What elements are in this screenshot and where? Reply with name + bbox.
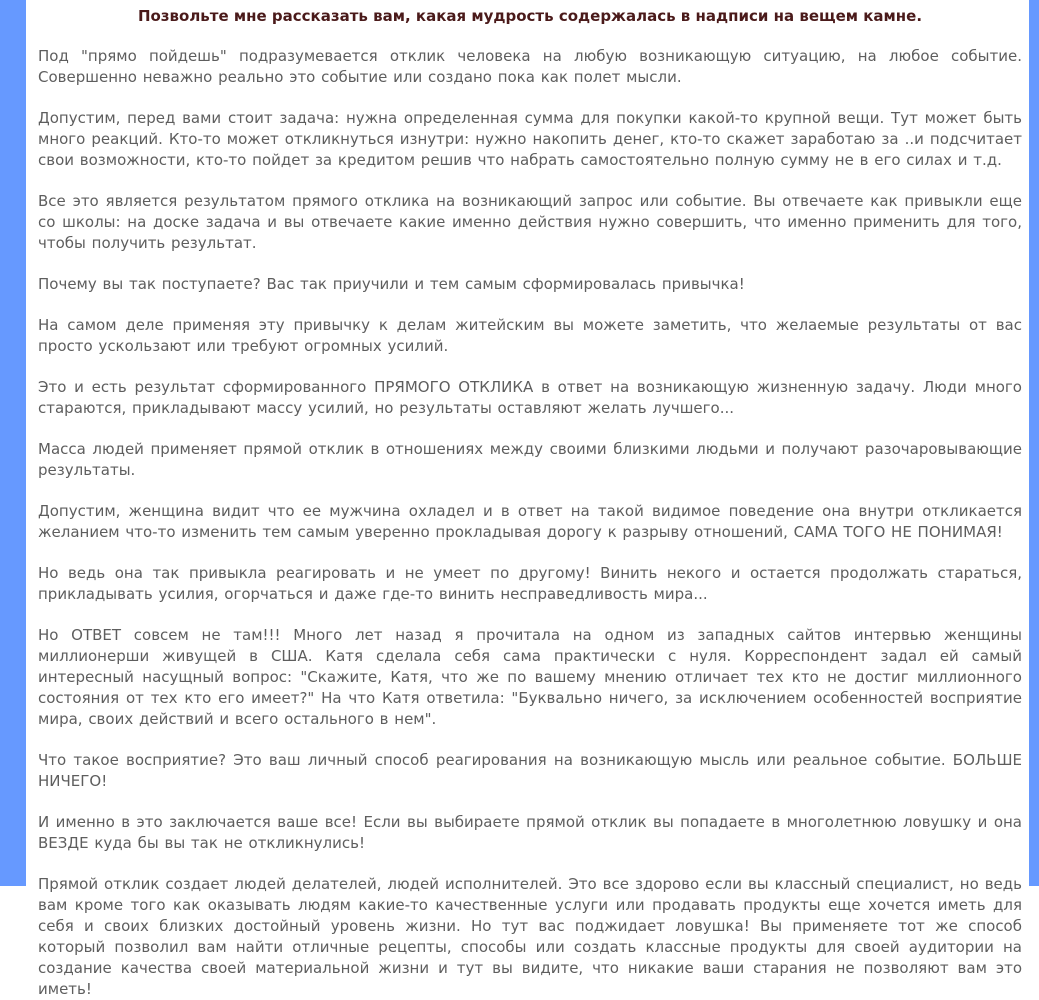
- paragraph: Прямой отклик создает людей делателей, людей исполнителей. Это все здорово если вы классный специалист, но ведь вам кроме того как оказывать людям какие-то качественные услуги или продавать продукты еще хочется иметь для себя и своих близких достойный уровень жизни. Но тут вас поджидает ловушка! Вы применяете тот же способ который позволил вам найти отличные рецепты, способы или создать классные продукты для своей аудитории на создание качества своей материальной жизни и тут вы видите, что никакие ваши старания не позволяют вам это иметь!: [38, 875, 1022, 998]
- left-border-stripe: [0, 0, 26, 886]
- paragraph: Под "прямо пойдешь" подразумевается отклик человека на любую возникающую ситуацию, на любое событие. Совершенно неважно реально это событие или создано пока как полет мысли.: [38, 47, 1022, 86]
- paragraph: Почему вы так поступаете? Вас так приучили и тем самым сформировалась привычка!: [38, 275, 745, 293]
- paragraph: Что такое восприятие? Это ваш личный способ реагирования на возникающую мысль или реальное событие. БОЛЬШЕ НИЧЕГО!: [38, 751, 1022, 790]
- right-border-stripe: [1029, 0, 1039, 886]
- paragraph: На самом деле применяя эту привычку к делам житейским вы можете заметить, что желаемые результаты от вас просто ускользают или требуют огромных усилий.: [38, 316, 1022, 355]
- article-content: [38, 0, 1022, 1000]
- paragraph: Это и есть результат сформированного ПРЯМОГО ОТКЛИКА в ответ на возникающую жизненную задачу. Люди много стараются, прикладывают массу усилий, но результаты оставляют желать лучшего...: [38, 378, 1022, 417]
- paragraph: Все это является результатом прямого отклика на возникающий запрос или событие. Вы отвечаете как привыкли еще со школы: на доске задача и вы отвечаете какие именно действия нужно совершить, что именно применить для того, чтобы получить результат.: [38, 192, 1022, 252]
- paragraph: Допустим, перед вами стоит задача: нужна определенная сумма для покупки какой-то крупной вещи. Тут может быть много реакций. Кто-то может откликнуться изнутри: нужно накопить денег, кто-то скажет заработаю за ..и подсчитает свои возможности, кто-то пойдет за кредитом решив что набрать самостоятельно полную сумму не в его силах и т.д.: [38, 109, 1022, 169]
- page-title: Позвольте мне рассказать вам, какая мудрость содержалась в надписи на вещем камне.: [137, 7, 923, 25]
- paragraph: Но ОТВЕТ совсем не там!!! Много лет назад я прочитала на одном из западных сайтов интервью женщины миллионерши живущей в США. Катя сделала себя сама практически с нуля. Корреспондент задал ей самый интересный насущный вопрос: "Скажите, Катя, что же по вашему мнению отличает тех кто не достиг миллионного состояния от тех кто его имеет?" На что Катя ответила: "Буквально ничего, за исключением особенностей восприятие мира, своих действий и всего остального в нем".: [38, 626, 1022, 728]
- paragraph-list: [38, 46, 1022, 1000]
- paragraph: Но ведь она так привыкла реагировать и не умеет по другому! Винить некого и остается продолжать стараться, прикладывать усилия, огорчаться и даже где-то винить несправедливость мира...: [38, 564, 1022, 603]
- paragraph: И именно в это заключается ваше все! Если вы выбираете прямой отклик вы попадаете в многолетнюю ловушку и она ВЕЗДЕ куда бы вы так не откликнулись!: [38, 813, 1022, 852]
- paragraph: Масса людей применяет прямой отклик в отношениях между своими близкими людьми и получают разочаровывающие результаты.: [38, 440, 1022, 479]
- paragraph: Допустим, женщина видит что ее мужчина охладел и в ответ на такой видимое поведение она внутри откликается желанием что-то изменить тем самым уверенно прокладывая дорогу к разрыву отношений, САМА ТОГО НЕ ПОНИМАЯ!: [38, 502, 1022, 541]
